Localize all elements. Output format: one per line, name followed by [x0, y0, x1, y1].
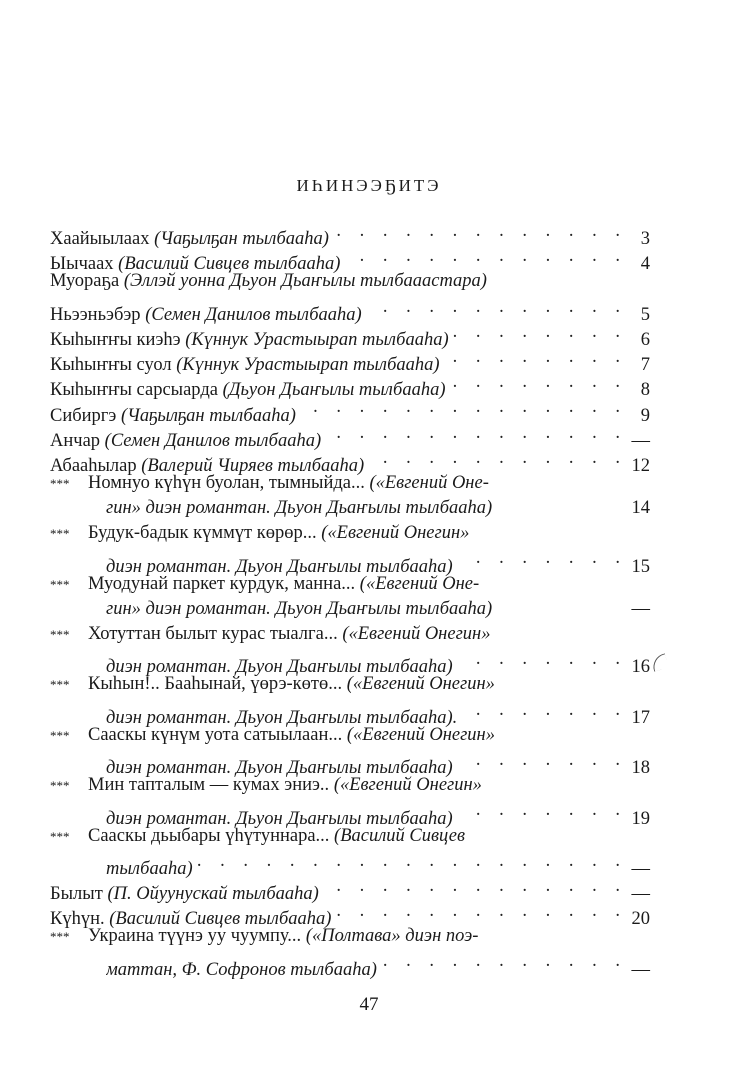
entry-translator: тылбааһа)	[106, 858, 193, 879]
entry-translator: (Семен Данилов тылбааһа)	[145, 304, 362, 325]
entry-translator: гин» диэн романтан. Дьуон Дьаҥылы тылбааһа)	[106, 498, 493, 519]
entry-translator: диэн романтан. Дьуон Дьаҥылы тылбааһа).	[106, 707, 458, 728]
toc-entry-line	[50, 546, 650, 577]
entry-text	[50, 353, 440, 378]
asterisks: ***	[50, 929, 70, 945]
table-of-contents	[50, 219, 650, 980]
entry-page: 15	[631, 556, 650, 577]
entry-title: Сааскы дьыбары үһүтуннара...	[88, 825, 335, 846]
entry-page: 5	[640, 304, 650, 325]
entry-translator: (Чаҕылҕан тылбааһа)	[154, 229, 329, 250]
asterisks: ***	[50, 627, 70, 642]
toc-entry-line	[50, 824, 650, 849]
entry-text	[88, 924, 478, 949]
entry-title: Сибиргэ	[50, 405, 121, 426]
toc-entry-line	[50, 849, 650, 879]
entry-title: Кыһыҥҥы киэһэ	[50, 329, 186, 350]
entry-title: Номнуо күһүн буолан, тымныйда...	[88, 472, 370, 493]
entry-translator: диэн романтан. Дьуон Дьаҥылы тылбааһа)	[106, 556, 453, 577]
entry-translator: (Күннук Урастыырап тылбааһа)	[185, 329, 449, 350]
entry-translator: диэн романтан. Дьуон Дьаҥылы тылбааһа)	[106, 657, 453, 678]
entry-text	[50, 227, 329, 252]
entry-title: Украина түүнэ уу чуумпу...	[88, 926, 306, 947]
dot-leader	[300, 395, 620, 420]
asterisks: ***	[50, 727, 70, 743]
entry-text	[50, 328, 449, 353]
entry-title: Кыһыҥҥы суол	[50, 355, 177, 376]
toc-entry-line	[50, 798, 650, 829]
entry-text	[50, 429, 321, 454]
toc-entry-line	[50, 521, 650, 546]
entry-text	[50, 882, 319, 907]
entry-page: 9	[640, 405, 650, 426]
entry-page: 7	[640, 355, 650, 376]
entry-translator: гин» диэн романтан. Дьуон Дьаҥылы тылбааһа)	[106, 598, 493, 619]
toc-entry-line	[50, 924, 650, 949]
entry-title: Кыһыҥҥы сарсыарда	[50, 380, 223, 401]
dot-leader	[453, 320, 620, 345]
entry-translator: (Эллэй уонна Дьуон Дьаҥылы тылбааастара)	[123, 271, 487, 292]
dot-leader	[457, 798, 620, 823]
entry-title: Анчар	[50, 430, 105, 451]
entry-page: 16	[631, 657, 650, 678]
dot-leader	[461, 698, 620, 723]
entry-title: Хотуттан былыт курас тыалга...	[88, 624, 343, 644]
entry-page: 20	[631, 909, 650, 930]
toc-entry-line	[50, 949, 650, 980]
toc-entry-line	[50, 471, 650, 496]
entry-translator: («Полтава» диэн поэ-	[305, 926, 479, 947]
dot-leader	[457, 546, 620, 571]
entry-text	[88, 471, 489, 496]
entry-translator: (Василий Сивцев	[334, 825, 465, 846]
dot-leader	[444, 345, 620, 370]
toc-entry-line	[50, 572, 650, 597]
entry-title: Будук-бадык күммүт көрөр...	[88, 523, 322, 544]
dot-leader	[366, 295, 620, 320]
entry-translator: («Евгений Онегин»	[346, 724, 495, 745]
toc-entry-line	[50, 672, 650, 697]
entry-title: Ыычаах	[50, 254, 119, 275]
entry-title: Мин тапталым — кумах эниэ..	[88, 775, 334, 796]
asterisks: ***	[50, 475, 70, 491]
entry-page: —	[631, 430, 650, 451]
entry-page: —	[631, 598, 650, 619]
dot-leader	[325, 421, 620, 446]
entry-title: Абааһылар	[50, 455, 142, 476]
pencil-mark	[650, 653, 668, 671]
toc-entry-line	[50, 748, 650, 779]
entry-page: 12	[631, 455, 650, 476]
page-heading: ИҺИНЭЭҔИТЭ	[296, 176, 442, 195]
entry-page: 17	[631, 707, 650, 728]
entry-text	[106, 958, 377, 983]
entry-translator: диэн романтан. Дьуон Дьаҥылы тылбааһа)	[106, 758, 453, 779]
entry-translator: (Дьуон Дьаҥылы тылбааһа)	[222, 380, 446, 401]
toc-entry-line	[50, 723, 650, 748]
dot-leader	[333, 219, 620, 244]
entry-page: 3	[640, 229, 650, 250]
entry-text	[88, 723, 495, 748]
entry-title: Сааскы күнүм уота сатыылаан...	[88, 724, 347, 745]
entry-translator: (Семен Данилов тылбааһа)	[104, 430, 322, 451]
entry-text	[50, 269, 487, 294]
entry-translator: («Евгений Онегин»	[321, 523, 470, 544]
entry-text	[88, 521, 469, 546]
dot-leader	[323, 874, 620, 899]
entry-translator: диэн романтан. Дьуон Дьаҥылы тылбааһа)	[106, 808, 453, 829]
entry-title: Хаайыылаах	[50, 229, 155, 250]
entry-title: Былыт	[50, 884, 108, 905]
entry-translator: («Евгений Оне-	[369, 472, 489, 493]
entry-page: —	[631, 858, 650, 879]
entry-text	[106, 857, 193, 882]
asterisks: ***	[50, 778, 70, 794]
entry-translator: («Евгений Онегин»	[346, 674, 495, 695]
entry-text	[106, 496, 492, 521]
asterisks: ***	[50, 576, 70, 592]
entry-page: —	[631, 959, 650, 980]
entry-text	[50, 303, 362, 328]
toc-entry-line	[50, 647, 650, 678]
dot-leader	[368, 446, 620, 471]
dot-leader	[335, 899, 620, 924]
entry-translator: (Василий Сивцев тылбааһа)	[118, 254, 341, 275]
dot-leader	[457, 647, 620, 672]
toc-entry-line	[50, 295, 650, 325]
entry-text	[88, 773, 482, 798]
dot-leader	[344, 244, 620, 269]
entry-translator: («Евгений Онегин»	[342, 624, 491, 644]
asterisks: ***	[50, 677, 70, 693]
entry-translator: (П. Ойуунускай тылбааһа)	[107, 884, 319, 905]
entry-page: 14	[631, 498, 650, 519]
entry-text	[106, 597, 492, 622]
toc-entry-line	[50, 219, 650, 250]
entry-text	[88, 572, 479, 597]
dot-leader	[450, 370, 620, 395]
entry-text	[88, 622, 490, 647]
entry-page: 8	[640, 380, 650, 401]
entry-translator: (Валерий Чиряев тылбааһа)	[141, 455, 365, 476]
toc-entry-line	[50, 269, 650, 294]
entry-page: 18	[631, 758, 650, 779]
entry-title: Күһүн.	[50, 909, 110, 930]
entry-translator: (Василий Сивцев тылбааһа)	[109, 909, 332, 930]
entry-title: Кыһын!.. Бааһынай, үөрэ-көтө...	[88, 674, 347, 695]
dot-leader	[457, 748, 620, 773]
toc-entry-line	[50, 773, 650, 798]
entry-page: —	[631, 884, 650, 905]
entry-title: Муораҕа	[50, 271, 124, 292]
entry-page: 6	[640, 329, 650, 350]
entry-page: 19	[631, 808, 650, 829]
entry-translator: (Чаҕылҕан тылбааһа)	[120, 405, 296, 426]
entry-translator: маттан, Ф. Софронов тылбааһа)	[106, 959, 377, 980]
toc-entry-line	[50, 496, 650, 521]
page-number: 47	[359, 994, 379, 1015]
entry-text	[50, 404, 296, 429]
entry-text	[88, 824, 465, 849]
entry-page: 4	[640, 254, 650, 275]
entry-title: Ньээньэбэр	[50, 304, 146, 325]
asterisks: ***	[50, 828, 70, 844]
dot-leader	[381, 949, 620, 974]
entry-translator: («Евгений Оне-	[359, 573, 480, 594]
entry-translator: («Евгений Онегин»	[333, 775, 482, 796]
dot-leader	[197, 849, 620, 874]
asterisks: ***	[50, 526, 70, 542]
toc-entry-line	[50, 698, 650, 728]
toc-entry-line	[50, 597, 650, 622]
toc-entry-line	[50, 622, 650, 647]
entry-text	[88, 672, 495, 697]
entry-translator: (Күннук Урастыырап тылбааһа)	[176, 355, 440, 376]
entry-title: Муодунай паркет курдук, манна...	[88, 573, 360, 594]
